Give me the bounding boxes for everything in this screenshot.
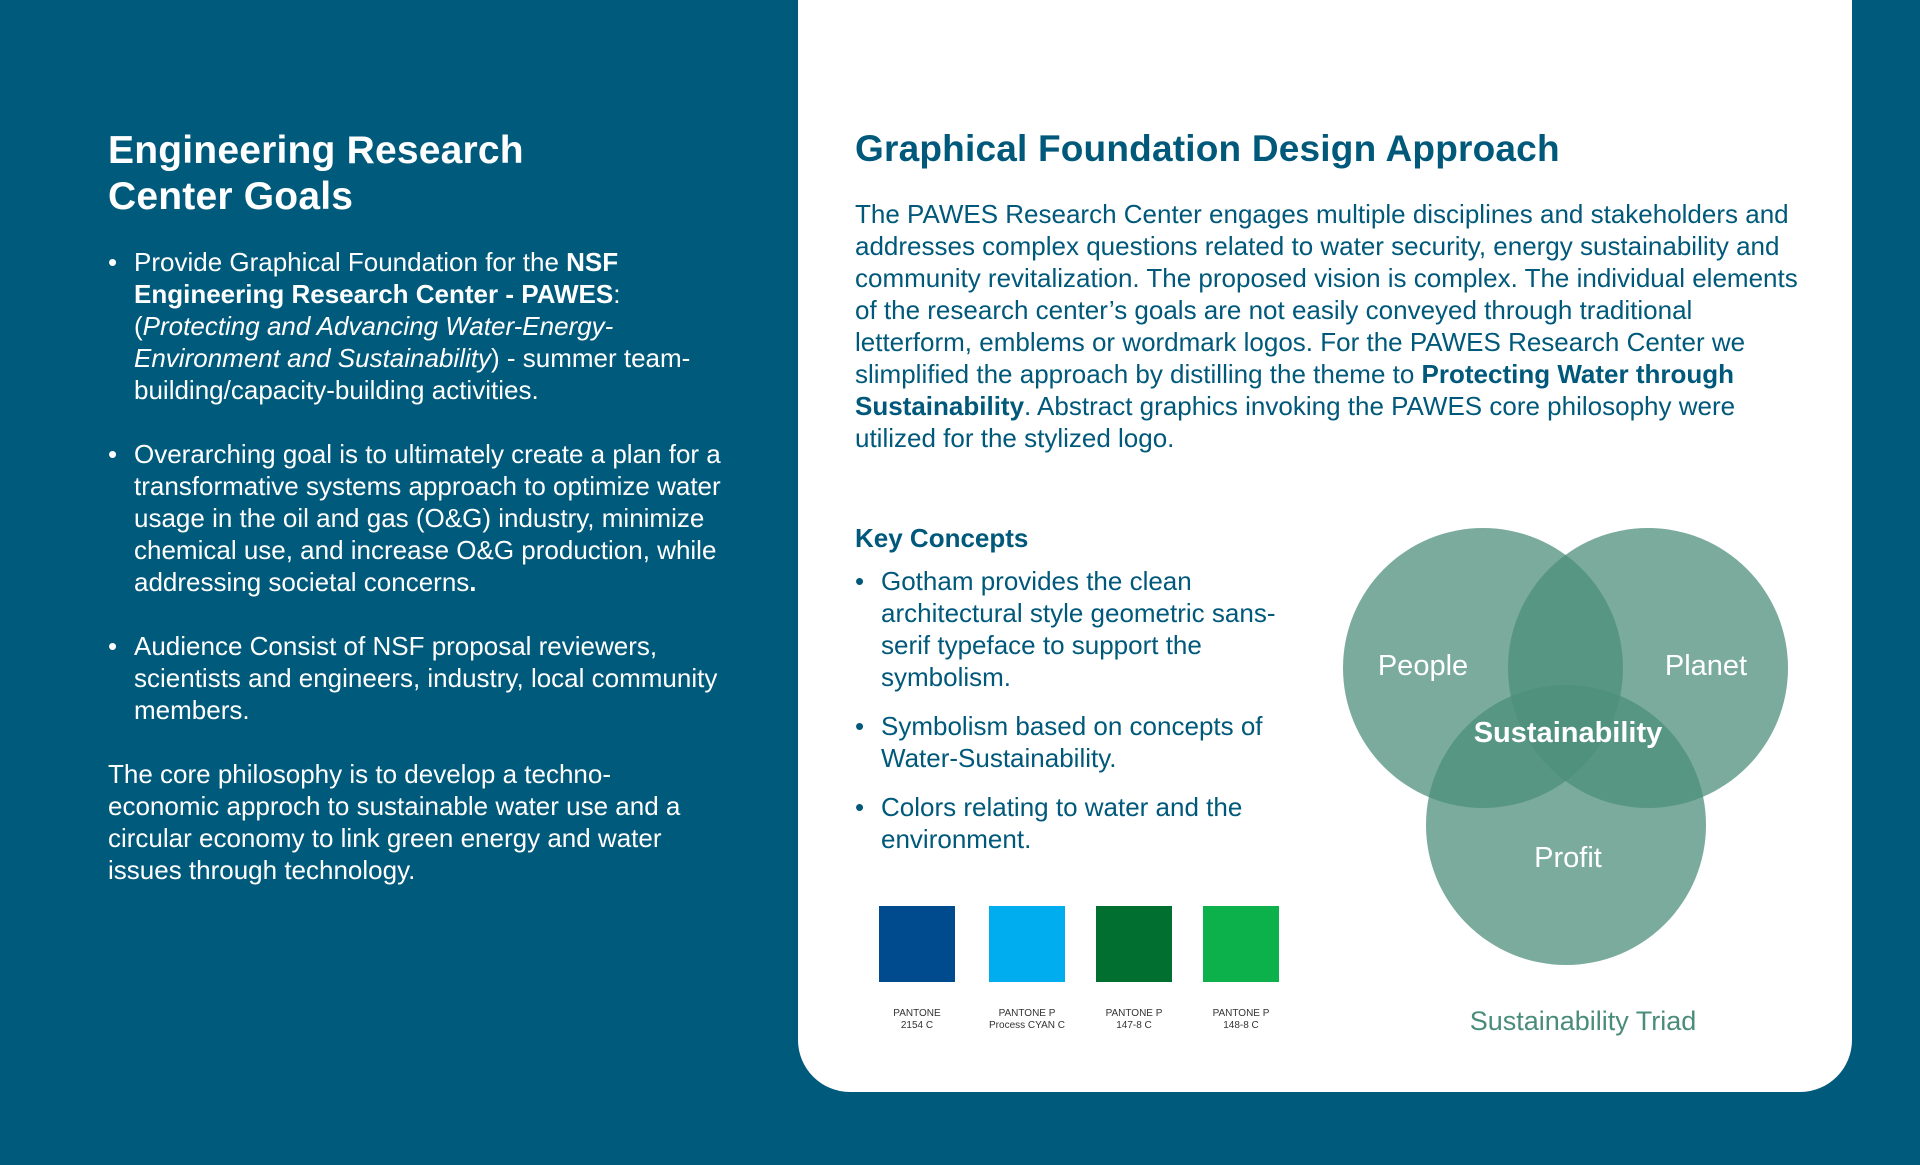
goals-list [108,246,728,726]
key-concept-item: • Symbolism based on concepts of Water-Sustainability. [855,711,1263,773]
key-concepts-list [855,565,1295,872]
goal-item: • Overarching goal is to ultimately create a plan for a transformative systems approach to optimize water usage in the oil and gas (O&G) industry, minimize chemical use, and increase O&G production, while addressing societal concerns. [108,439,721,597]
color-swatch-green [1203,906,1279,982]
left-title-line2: Center Goals [108,175,354,218]
profit-label: Profit [1534,842,1602,874]
color-swatch-cyan [989,906,1065,982]
core-philosophy: The core philosophy is to develop a techno-economic approch to sustainable water use and a circular economy to link green energy and water issues through technology. [108,759,681,885]
bullet-icon: • [855,566,865,596]
left-panel [108,128,728,886]
goal-item: • Audience Consist of NSF proposal reviewers, scientists and engineers, industry, local community members. [108,631,718,725]
key-concept-item: • Colors relating to water and the environment. [855,792,1243,854]
swatch-label: PANTONE 2154 C [893,1008,941,1031]
bullet-icon: • [108,247,118,277]
card-title: Graphical Foundation Design Approach [855,128,1560,169]
bullet-icon: • [108,631,118,661]
bullet-icon: • [108,439,118,469]
triad-caption: Sustainability Triad [1469,1006,1697,1036]
swatch-label: PANTONE P Process CYAN C [989,1008,1065,1031]
people-label: People [1377,650,1469,682]
color-swatch-dark-blue [879,906,955,982]
color-swatch-dark-green [1096,906,1172,982]
bullet-icon: • [855,711,865,741]
design-approach-card [798,0,1852,1092]
key-concept-item: • Gotham provides the clean architectural style geometric sans-serif typeface to support the symbolism. [855,566,1276,692]
intro-paragraph: The PAWES Research Center engages multiple disciplines and stakeholders and addresses complex questions related to water security, energy sustainability and community revitalization. The proposed vision is complex. The individual elements of the research center’s goals are not easily conveyed through traditional letterform, emblems or wordmark logos. For the PAWES Research Center we slimplified the approach by distilling the theme to Protecting Water through Sustainability. Abstract graphics invoking the PAWES core philosophy were utilized for the stylized logo. [855,199,1798,453]
left-title-line1: Engineering Research [108,129,524,172]
sustainability-venn-diagram [1328,520,1798,980]
swatch-label: PANTONE P 147-8 C [1105,1008,1163,1031]
planet-label: Planet [1664,650,1748,682]
goal-item: • Provide Graphical Foundation for the NSF Engineering Research Center - PAWES: (Protecting and Advancing Water-Energy-Environment and Sustainability) - summer team-building/capacity-building activities. [108,247,691,405]
swatch-label: PANTONE P 148-8 C [1212,1008,1270,1031]
key-concepts-title: Key Concepts [855,523,1029,553]
left-title [108,128,578,220]
sustainability-label: Sustainability [1473,717,1663,749]
bullet-icon: • [855,792,865,822]
